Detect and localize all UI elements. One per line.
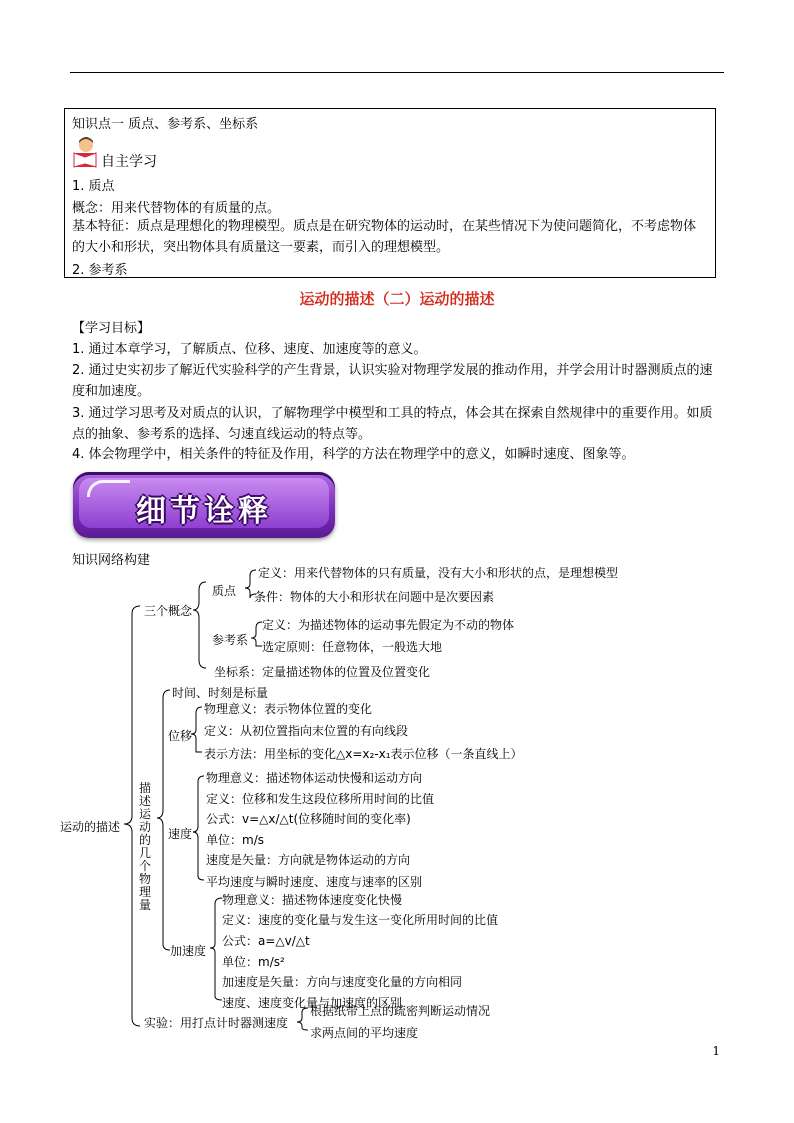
goal-3: 3. 通过学习思考及对质点的认识，了解物理学中模型和工具的特点，体会其在探索自然规律中的重要作用。如质点的抽象、参考系的选择、匀速直线运动的特点等。	[72, 406, 713, 442]
goal-1: 1. 通过本章学习，了解质点、位移、速度、加速度等的意义。	[72, 342, 427, 357]
item-1: 1. 质点	[72, 179, 115, 194]
goal-4: 4. 体会物理学中，相关条件的特征及作用，科学的方法在物理学中的意义，如瞬时速度、图象等。	[72, 447, 635, 462]
node-sudu: 速度	[168, 827, 193, 841]
sudu-6: 平均速度与瞬时速度、速度与速率的区别	[206, 875, 423, 889]
jsd-3: 公式：a=△v/△t	[222, 934, 310, 948]
sudu-1: 物理意义：描述物体运动快慢和运动方向	[206, 771, 423, 785]
node-ckx: 参考系	[212, 633, 249, 647]
self-study-label: 自主学习	[101, 154, 157, 170]
jsd-2: 定义：速度的变化量与发生这一变化所用时间的比值	[222, 913, 499, 927]
page-number: 1	[712, 1044, 720, 1058]
weiyi-2: 定义：从初位置指向末位置的有向线段	[204, 724, 409, 738]
jsd-1: 物理意义：描述物体速度变化快慢	[222, 893, 403, 907]
box-heading: 知识点一 质点、参考系、坐标系	[72, 117, 259, 132]
node-experiment: 实验：用打点计时器测速度	[144, 1016, 289, 1030]
jsd-6: 速度、速度变化量与加速度的区别	[222, 996, 403, 1010]
ckx-def: 定义：为描述物体的运动事先假定为不动的物体	[262, 618, 515, 632]
ckx-rule: 选定原则：任意物体，一般选大地	[262, 640, 443, 654]
jsd-5: 加速度是矢量：方向与速度变化量的方向相同	[222, 975, 463, 989]
sudu-2: 定义：位移和发生这段位移所用时间的比值	[206, 792, 435, 806]
item-2: 2. 参考系	[72, 263, 128, 278]
goals-heading: 【学习目标】	[72, 321, 151, 336]
goal-2: 2. 通过史实初步了解近代实验科学的产生背景，认识实验对物理学发展的推动作用，并学会用计时器测质点的速度和加速度。	[72, 363, 713, 399]
sudu-4: 单位：m/s	[206, 833, 264, 847]
badge-text: 细节诠释	[136, 494, 272, 529]
zhidian-cond: 条件：物体的大小和形状在问题中是次要因素	[254, 590, 495, 604]
weiyi-1: 物理意义：表示物体位置的变化	[204, 702, 373, 716]
experiment-1: 根据纸带上点的疏密判断运动情况	[310, 1004, 491, 1018]
node-three-concepts: 三个概念	[144, 604, 193, 618]
map-root: 运动的描述	[60, 820, 121, 834]
node-weiyi: 位移	[168, 729, 193, 743]
node-zhidian: 质点	[212, 584, 237, 598]
weiyi-3: 表示方法：用坐标的变化△x=x₂-x₁表示位移（一条直线上）	[204, 747, 523, 761]
map-heading: 知识网络构建	[72, 553, 151, 568]
node-quantities-vertical: 描述运动的几个物理量	[138, 781, 151, 912]
node-time: 时间、时刻是标量	[172, 686, 269, 700]
sudu-5: 速度是矢量：方向就是物体运动的方向	[206, 853, 411, 867]
features-text: 基本特征：质点是理想化的物理模型。质点是在研究物体的运动时，在某些情况下为使问题简化，不考虑物体的大小和形状，突出物体具有质量这一要素，而引入的理想模型。	[72, 219, 697, 255]
page-title: 运动的描述（二）运动的描述	[299, 290, 495, 308]
node-zbx: 坐标系：定量描述物体的位置及位置变化	[214, 665, 431, 679]
experiment-2: 求两点间的平均速度	[310, 1026, 419, 1040]
sudu-3: 公式：v=△x/△t(位移随时间的变化率)	[206, 812, 411, 826]
zhidian-def: 定义：用来代替物体的只有质量，没有大小和形状的点，是理想模型	[258, 566, 619, 580]
jsd-4: 单位：m/s²	[222, 955, 285, 969]
concept-text: 概念：用来代替物体的有质量的点。	[72, 201, 281, 216]
node-jsd: 加速度	[170, 944, 207, 958]
